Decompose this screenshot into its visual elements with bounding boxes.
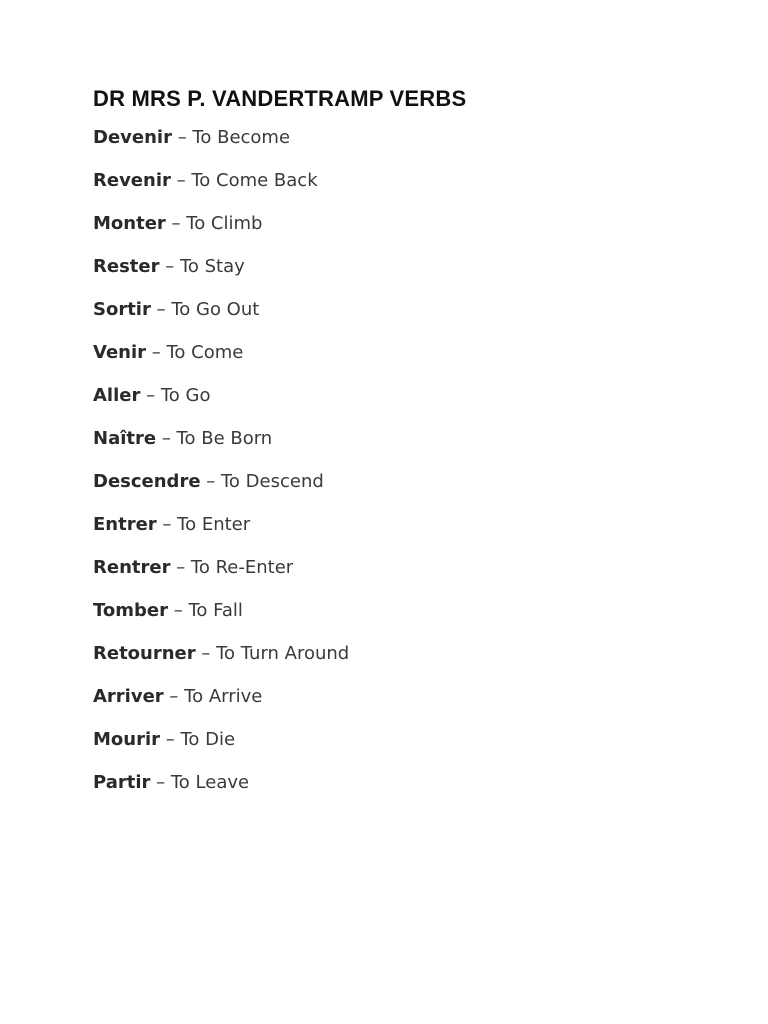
separator: – bbox=[201, 643, 211, 664]
list-item bbox=[93, 769, 349, 812]
verb-word: Arriver bbox=[93, 686, 164, 707]
separator: – bbox=[151, 342, 161, 363]
list-item bbox=[93, 339, 349, 382]
verb-word: Tomber bbox=[93, 600, 168, 621]
separator: – bbox=[156, 772, 166, 793]
verb-meaning: To Climb bbox=[186, 213, 263, 234]
verb-word: Revenir bbox=[93, 170, 171, 191]
separator: – bbox=[173, 600, 183, 621]
list-item bbox=[93, 425, 349, 468]
list-item bbox=[93, 554, 349, 597]
verb-meaning: To Descend bbox=[221, 471, 324, 492]
separator: – bbox=[146, 385, 156, 406]
list-item bbox=[93, 253, 349, 296]
verb-word: Partir bbox=[93, 772, 151, 793]
separator: – bbox=[169, 686, 179, 707]
verb-meaning: To Come bbox=[166, 342, 244, 363]
list-item bbox=[93, 726, 349, 769]
list-item bbox=[93, 597, 349, 640]
list-item bbox=[93, 683, 349, 726]
separator: – bbox=[206, 471, 216, 492]
verb-meaning: To Leave bbox=[170, 772, 250, 793]
verb-word: Aller bbox=[93, 385, 141, 406]
list-item bbox=[93, 296, 349, 339]
list-item bbox=[93, 382, 349, 425]
verb-word: Mourir bbox=[93, 729, 161, 750]
verb-word: Venir bbox=[93, 342, 147, 363]
separator: – bbox=[156, 299, 166, 320]
verb-meaning: To Come Back bbox=[191, 170, 318, 191]
verb-word: Rentrer bbox=[93, 557, 171, 578]
verb-list bbox=[93, 124, 349, 812]
separator: – bbox=[165, 729, 175, 750]
verb-meaning: To Re-Enter bbox=[190, 557, 294, 578]
verb-word: Descendre bbox=[93, 471, 201, 492]
verb-meaning: To Enter bbox=[177, 514, 251, 535]
verb-word: Monter bbox=[93, 213, 166, 234]
verb-word: Rester bbox=[93, 256, 160, 277]
verb-word: Entrer bbox=[93, 514, 157, 535]
verb-meaning: To Go bbox=[160, 385, 211, 406]
separator: – bbox=[171, 213, 181, 234]
list-item bbox=[93, 210, 349, 253]
verb-meaning: To Arrive bbox=[184, 686, 263, 707]
verb-meaning: To Die bbox=[180, 729, 236, 750]
separator: – bbox=[176, 170, 186, 191]
separator: – bbox=[161, 428, 171, 449]
verb-word: Retourner bbox=[93, 643, 196, 664]
list-item bbox=[93, 468, 349, 511]
verb-word: Devenir bbox=[93, 127, 172, 148]
separator: – bbox=[165, 256, 175, 277]
list-item bbox=[93, 124, 349, 167]
separator: – bbox=[177, 127, 187, 148]
verb-meaning: To Go Out bbox=[171, 299, 260, 320]
separator: – bbox=[162, 514, 172, 535]
document-title: DR MRS P. VANDERTRAMP VERBS bbox=[93, 86, 467, 111]
verb-word: Naître bbox=[93, 428, 157, 449]
verb-word: Sortir bbox=[93, 299, 151, 320]
list-item bbox=[93, 511, 349, 554]
verb-meaning: To Stay bbox=[179, 256, 245, 277]
verb-meaning: To Turn Around bbox=[216, 643, 350, 664]
verb-meaning: To Fall bbox=[188, 600, 243, 621]
separator: – bbox=[176, 557, 186, 578]
list-item bbox=[93, 640, 349, 683]
list-item bbox=[93, 167, 349, 210]
verb-meaning: To Be Born bbox=[176, 428, 273, 449]
verb-meaning: To Become bbox=[192, 127, 291, 148]
